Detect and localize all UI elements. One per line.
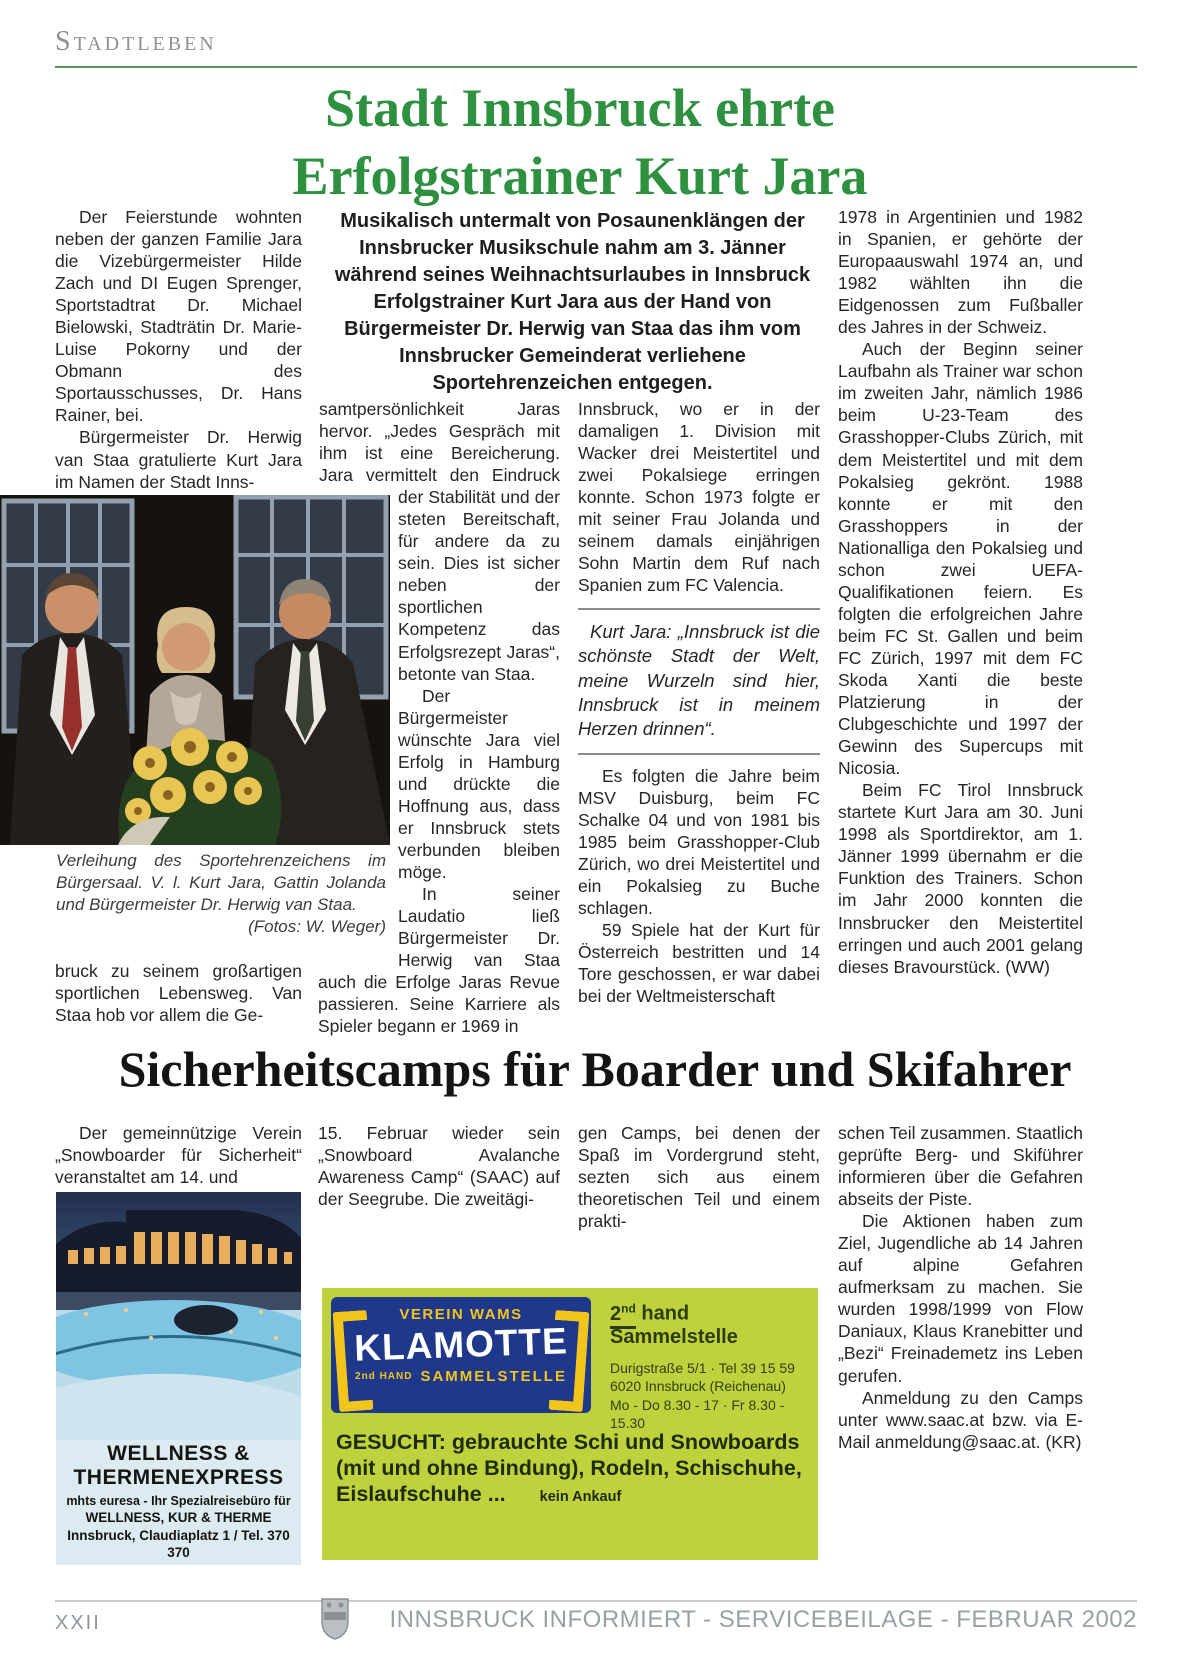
klamotte-ad-street: Durigstraße 5/1 · Tel 39 15 59 [610, 1359, 795, 1376]
body-paragraph: 59 Spiele hat der Kurt für Österreich bestritten und 14 Tore geschossen, er war dabei bei der Weltmeisterschaft [578, 919, 820, 1007]
article1-column3 [578, 398, 820, 1007]
article1-column1 [55, 206, 302, 493]
body-paragraph: 15. Februar wieder sein „Snowboard Avalanche Awareness Camp“ (SAAC) auf der Seegrube. Die zweitägi- [318, 1123, 560, 1210]
wellness-ad-services: WELLNESS, KUR & THERME [85, 1510, 272, 1526]
photo-caption [56, 850, 386, 938]
article2-column4 [838, 1122, 1083, 1453]
footer-divider [55, 1600, 1137, 1602]
quote-divider-bottom [578, 753, 820, 755]
body-paragraph: Der Bürgermeister wünschte Jara viel Erfolg in Hamburg und drückte die Hoffnung aus, dass er Innsbruck stets verbunden bleiben möge. [398, 685, 560, 882]
article1-title-line1: Stadt Innsbruck ehrte [324, 78, 836, 138]
ceremony-photo-image [0, 495, 390, 845]
body-paragraph: Auch der Beginn seiner Laufbahn als Trainer war schon im zweiten Jahr, nämlich 1986 beim U-23-Team des Grasshopper-Clubs Zürich, mit dem Meistertitel und mit dem Pokalsieg gekrönt. 1988 konnte er mit den Grasshoppers in der Nationalliga den Pokalsieg und schon zwei UEFA-Qualifikationen feiern. Es folgten die erfolgreichen Jahre beim FC St. Gallen und beim FC Zürich, 1997 mit dem FC Skoda Xanti die beste Platzierung in der Clubgeschichte und 1997 der Gewinn des Supercups mit Nicosia. [838, 339, 1083, 779]
body-paragraph: samtpersönlichkeit Jaras hervor. „Jedes Gespräch mit ihm ist eine Bereicherung. Jara vermittelt den Eindruck der Stabilität und der steten Bereitschaft, für andere da zu sein. Dies ist sicher neben der sportlichen Kompetenz das Erfolgsrezept Jaras“, betonte van Staa. [319, 399, 560, 684]
wellness-ad-title-line2: THERMENEXPRESS [73, 1465, 284, 1489]
klamotte-logo-verein: VEREIN WAMS [399, 1306, 523, 1323]
wellness-ad-title-line1: WELLNESS & [107, 1442, 250, 1465]
wellness-ad-contact: Innsbruck, Claudiaplatz 1 / Tel. 370 370 [67, 1527, 290, 1561]
article1-column1-continued [55, 960, 302, 1026]
article2-column3 [578, 1122, 820, 1232]
body-paragraph: Beim FC Tirol Innsbruck startete Kurt Jara am 30. Juni 1998 als Sportdirektor, am 1. Jänner 1999 übernahm er die Funktion des Trainers. Schon im Jahr 2000 konnten die Innsbrucker den Meistertitel erringen und auch 2001 gelang dieses Bravourstück. (WW) [838, 780, 1083, 977]
wellness-thermenexpress-ad [56, 1192, 301, 1565]
klamotte-ad-hours: Mo - Do 8.30 - 17 · Fr 8.30 - 15.30 [610, 1396, 785, 1432]
body-paragraph: In seiner Laudatio ließ Bürgermeister Dr. Herwig van Staa auch die Erfolge Jaras Revue passieren. Seine Karriere als Spieler begann er 1969 in [318, 884, 560, 1037]
pool-photo-image [56, 1192, 301, 1440]
klamotte-ad-city: 6020 Innsbruck (Reichenau) [610, 1378, 786, 1395]
article1-column4 [838, 206, 1083, 978]
article2-column2 [318, 1122, 560, 1210]
klamotte-logo-2ndhand: 2nd HAND [355, 1371, 413, 1382]
pull-quote: Kurt Jara: „Innsbruck ist die schönste Stadt der Welt, meine Wurzeln sind hier, Innsbruck ist in meinem Herzen drinnen“. [578, 621, 820, 739]
klamotte-ad-note: kein Ankauf [539, 1488, 622, 1505]
header-divider [55, 66, 1137, 68]
body-paragraph: Innsbruck, wo er in der damaligen 1. Division mit Wacker drei Meistertitel und zwei Pokalsiege erringen konnte. Schon 1973 folgte er mit seiner Frau Jolanda und seinem damals einjährigen Sohn Martin dem Ruf nach Spanien zum FC Valencia. [578, 399, 820, 596]
klamotte-ad-address [610, 1359, 812, 1433]
photo-caption-text: Verleihung des Sportehrenzeichens im Bürgersaal. V. l. Kurt Jara, Gattin Jolanda und Bürgermeister Dr. Herwig van Staa. [56, 851, 386, 915]
body-paragraph: 1978 in Argentinien und 1982 in Spanien, er gehörte der Europaauswahl 1974 an, und 1982 wählten ihn die Eidgenossen zum Fußballer des Jahres in der Schweiz. [838, 207, 1083, 338]
innsbruck-crest-icon [320, 1596, 350, 1642]
article2-column1 [55, 1122, 302, 1188]
klamotte-ad [322, 1288, 818, 1560]
article1-title [130, 74, 1030, 210]
article2-title: Sicherheitscamps für Boarder und Skifahrer [118, 1041, 1072, 1097]
quote-divider-top [578, 608, 820, 610]
footer-journal-line: INNSBRUCK INFORMIERT - SERVICEBEILAGE - FEBRUAR 2002 [389, 1606, 1137, 1633]
photo-credit: (Fotos: W. Weger) [248, 917, 386, 937]
article1-title-line2: Erfolgstrainer Kurt Jara [292, 146, 868, 207]
klamotte-logo-sammelstelle: SAMMELSTELLE [420, 1368, 567, 1385]
body-paragraph: Es folgten die Jahre beim MSV Duisburg, beim FC Schalke 04 und von 1981 bis 1985 beim Grasshopper-Club Zürich, wo drei Meistertitel und ein Pokalsieg zu Buche schlagen. [578, 765, 820, 918]
body-paragraph: Die Aktionen haben zum Ziel, Jugendliche ab 14 Jahren auf alpine Gefahren aufmerksam zu machen. Sie wurden 1998/1999 von Flow Daniaux, Klaus Kranebitter und „Bezi“ Freinademetz ins Leben gerufen. [838, 1211, 1083, 1386]
ceremony-photo [0, 495, 390, 845]
body-paragraph: Der Feierstunde wohnten neben der ganzen Familie Jara die Vizebürgermeister Hilde Zach und DI Eugen Sprenger, Sportstadtrat Dr. Michael Bielowski, Stadträtin Dr. Marie-Luise Pokorny und der Obmann des Sportausschusses, Dr. Hans Rainer, bei. [55, 207, 302, 426]
wellness-ad-subtitle: mhts euresa - Ihr Spezialreisebüro für [66, 1494, 291, 1509]
klamotte-logo-name: KLAMOTTE [353, 1320, 569, 1369]
article1-lead-paragraph: Musikalisch untermalt von Posaunenklängen der Innsbrucker Musikschule nahm am 3. Jänner während seines Weihnachtsurlaubes in Innsbruck Erfolgstrainer Kurt Jara aus der Hand von Bürgermeister Dr. Herwig van Staa das ihm vom Innsbrucker Gemeinderat verliehene Sportehrenzeichen entgegen. [334, 210, 811, 394]
klamotte-ad-info [610, 1301, 812, 1433]
body-paragraph: schen Teil zusammen. Staatlich geprüfte Berg- und Skiführer informieren über die Gefahren abseits der Piste. [838, 1123, 1083, 1210]
klamotte-ad-gesucht-text: GESUCHT: gebrauchte Schi und Snowboards (mit und ohne Bindung), Rodeln, Schischuhe, Eislaufschuhe ... [336, 1430, 802, 1506]
klamotte-logo [331, 1297, 591, 1413]
body-paragraph: gen Camps, bei denen der Spaß im Vordergrund steht, sezten sich aus einem theoretischen Teil und einem prakti- [578, 1123, 820, 1232]
wellness-ad-text [56, 1440, 301, 1562]
footer-page-number: XXII [55, 1612, 101, 1634]
body-paragraph: Anmeldung zu den Camps unter www.saac.at bzw. via E-Mail anmeldung@saac.at. (KR) [838, 1387, 1083, 1452]
body-paragraph: Der gemeinnützige Verein „Snowboarder für Sicherheit“ veranstaltet am 14. und [55, 1123, 302, 1188]
body-paragraph: bruck zu seinem großartigen sportlichen Lebensweg. Van Staa hob vor allem die Ge- [55, 961, 302, 1026]
body-paragraph: Bürgermeister Dr. Herwig van Staa gratulierte Kurt Jara im Namen der Stadt Inns- [55, 427, 302, 492]
section-label: Stadtleben [55, 26, 217, 57]
klamotte-ad-gesucht [336, 1430, 806, 1507]
klamotte-ad-headline: 2nd hand Sammelstelle [610, 1301, 738, 1348]
